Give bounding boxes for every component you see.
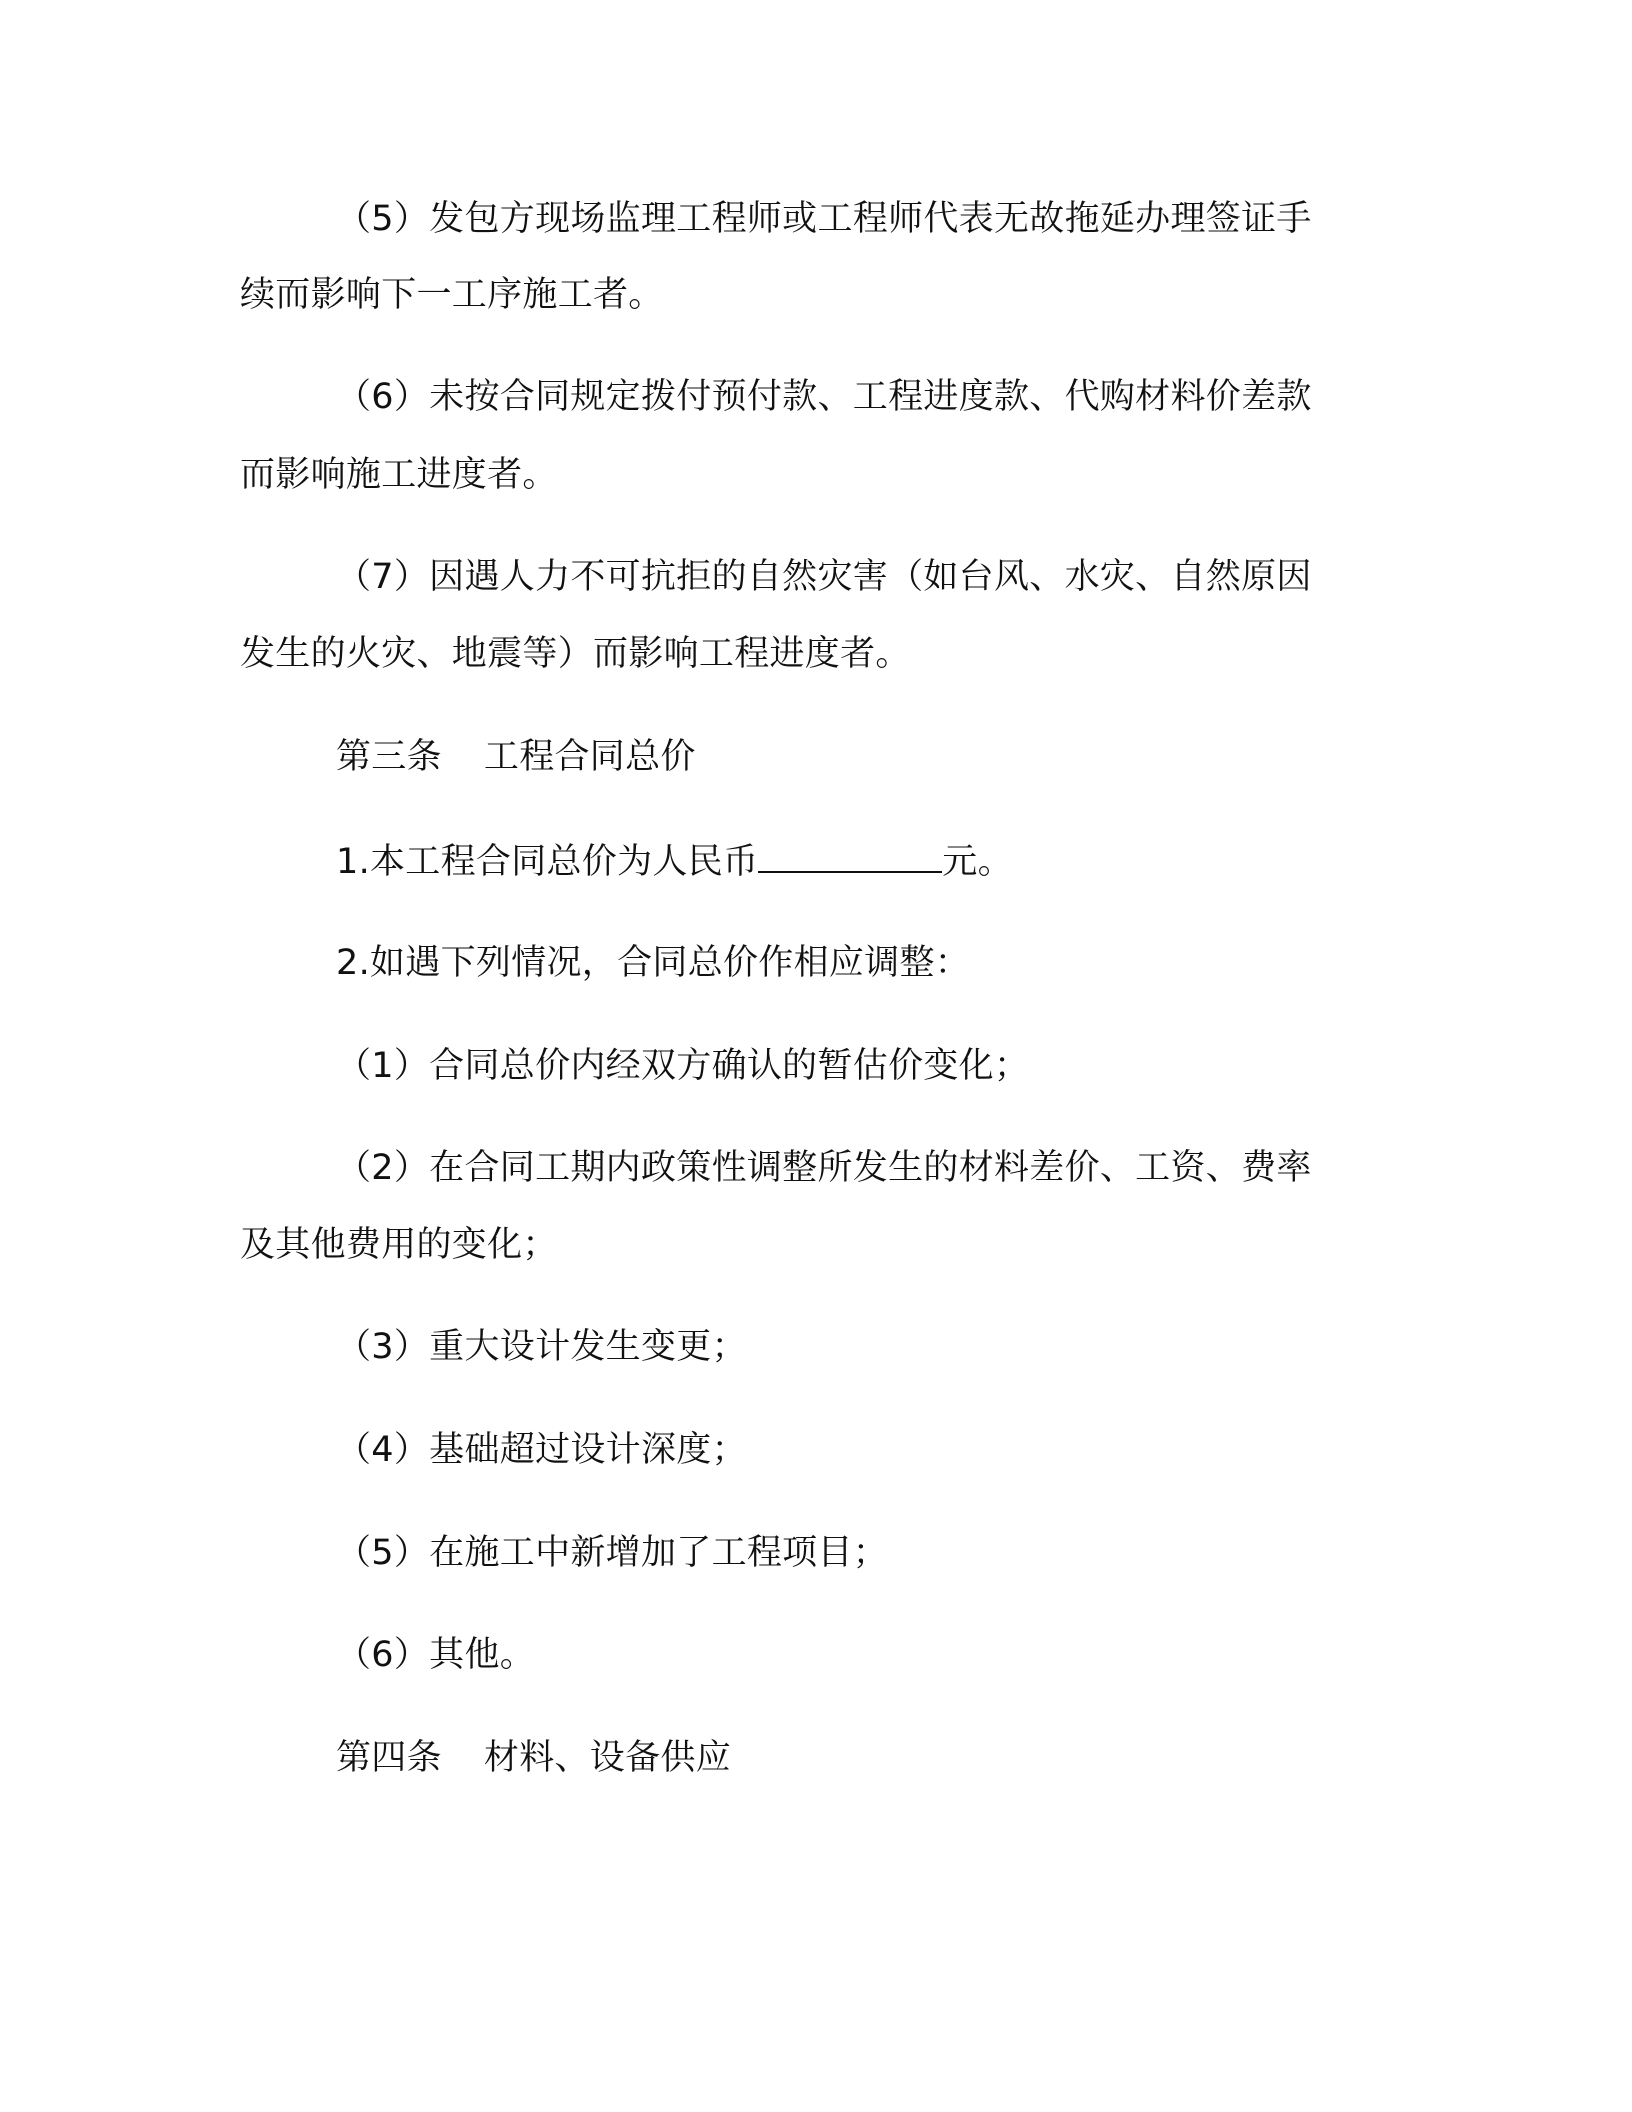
sub-item-1: （1）合同总价内经双方确认的暂估价变化；	[336, 1046, 1030, 1086]
paragraph-6-line-1: （6）未按合同规定拨付预付款、工程进度款、代购材料价差款	[336, 377, 1312, 417]
paragraph-6-line-2: 而影响施工进度者。	[240, 455, 558, 495]
item-1	[336, 837, 1466, 885]
article-3-title: 工程合同总价	[483, 737, 696, 777]
sub-item-5: （5）在施工中新增加了工程项目；	[336, 1533, 889, 1573]
sub-item-3: （3）重大设计发生变更；	[336, 1327, 747, 1367]
article-3-heading	[336, 734, 1466, 780]
paragraph-5-line-1: （5）发包方现场监理工程师或工程师代表无故拖延办理签证手	[336, 199, 1312, 239]
sub-item-6: （6）其他。	[336, 1635, 536, 1675]
item-1-prefix: 1.本工程合同总价为人民币	[336, 842, 759, 882]
item-1-suffix: 元。	[942, 842, 1013, 882]
article-4-number: 第四条	[336, 1738, 442, 1778]
article-4-title: 材料、设备供应	[483, 1738, 732, 1778]
sub-item-4: （4）基础超过设计深度；	[336, 1430, 747, 1470]
sub-item-2-line-2: 及其他费用的变化；	[240, 1225, 558, 1265]
article-3-number: 第三条	[336, 737, 442, 777]
article-4-heading	[336, 1735, 1466, 1781]
sub-item-2-line-1: （2）在合同工期内政策性调整所发生的材料差价、工资、费率	[336, 1148, 1312, 1188]
item-2: 2.如遇下列情况，合同总价作相应调整：	[336, 943, 971, 983]
paragraph-5-line-2: 续而影响下一工序施工者。	[240, 275, 664, 315]
amount-blank-line	[758, 837, 942, 873]
paragraph-7-line-1: （7）因遇人力不可抗拒的自然灾害（如台风、水灾、自然原因	[336, 557, 1312, 597]
paragraph-7-line-2: 发生的火灾、地震等）而影响工程进度者。	[240, 634, 911, 674]
